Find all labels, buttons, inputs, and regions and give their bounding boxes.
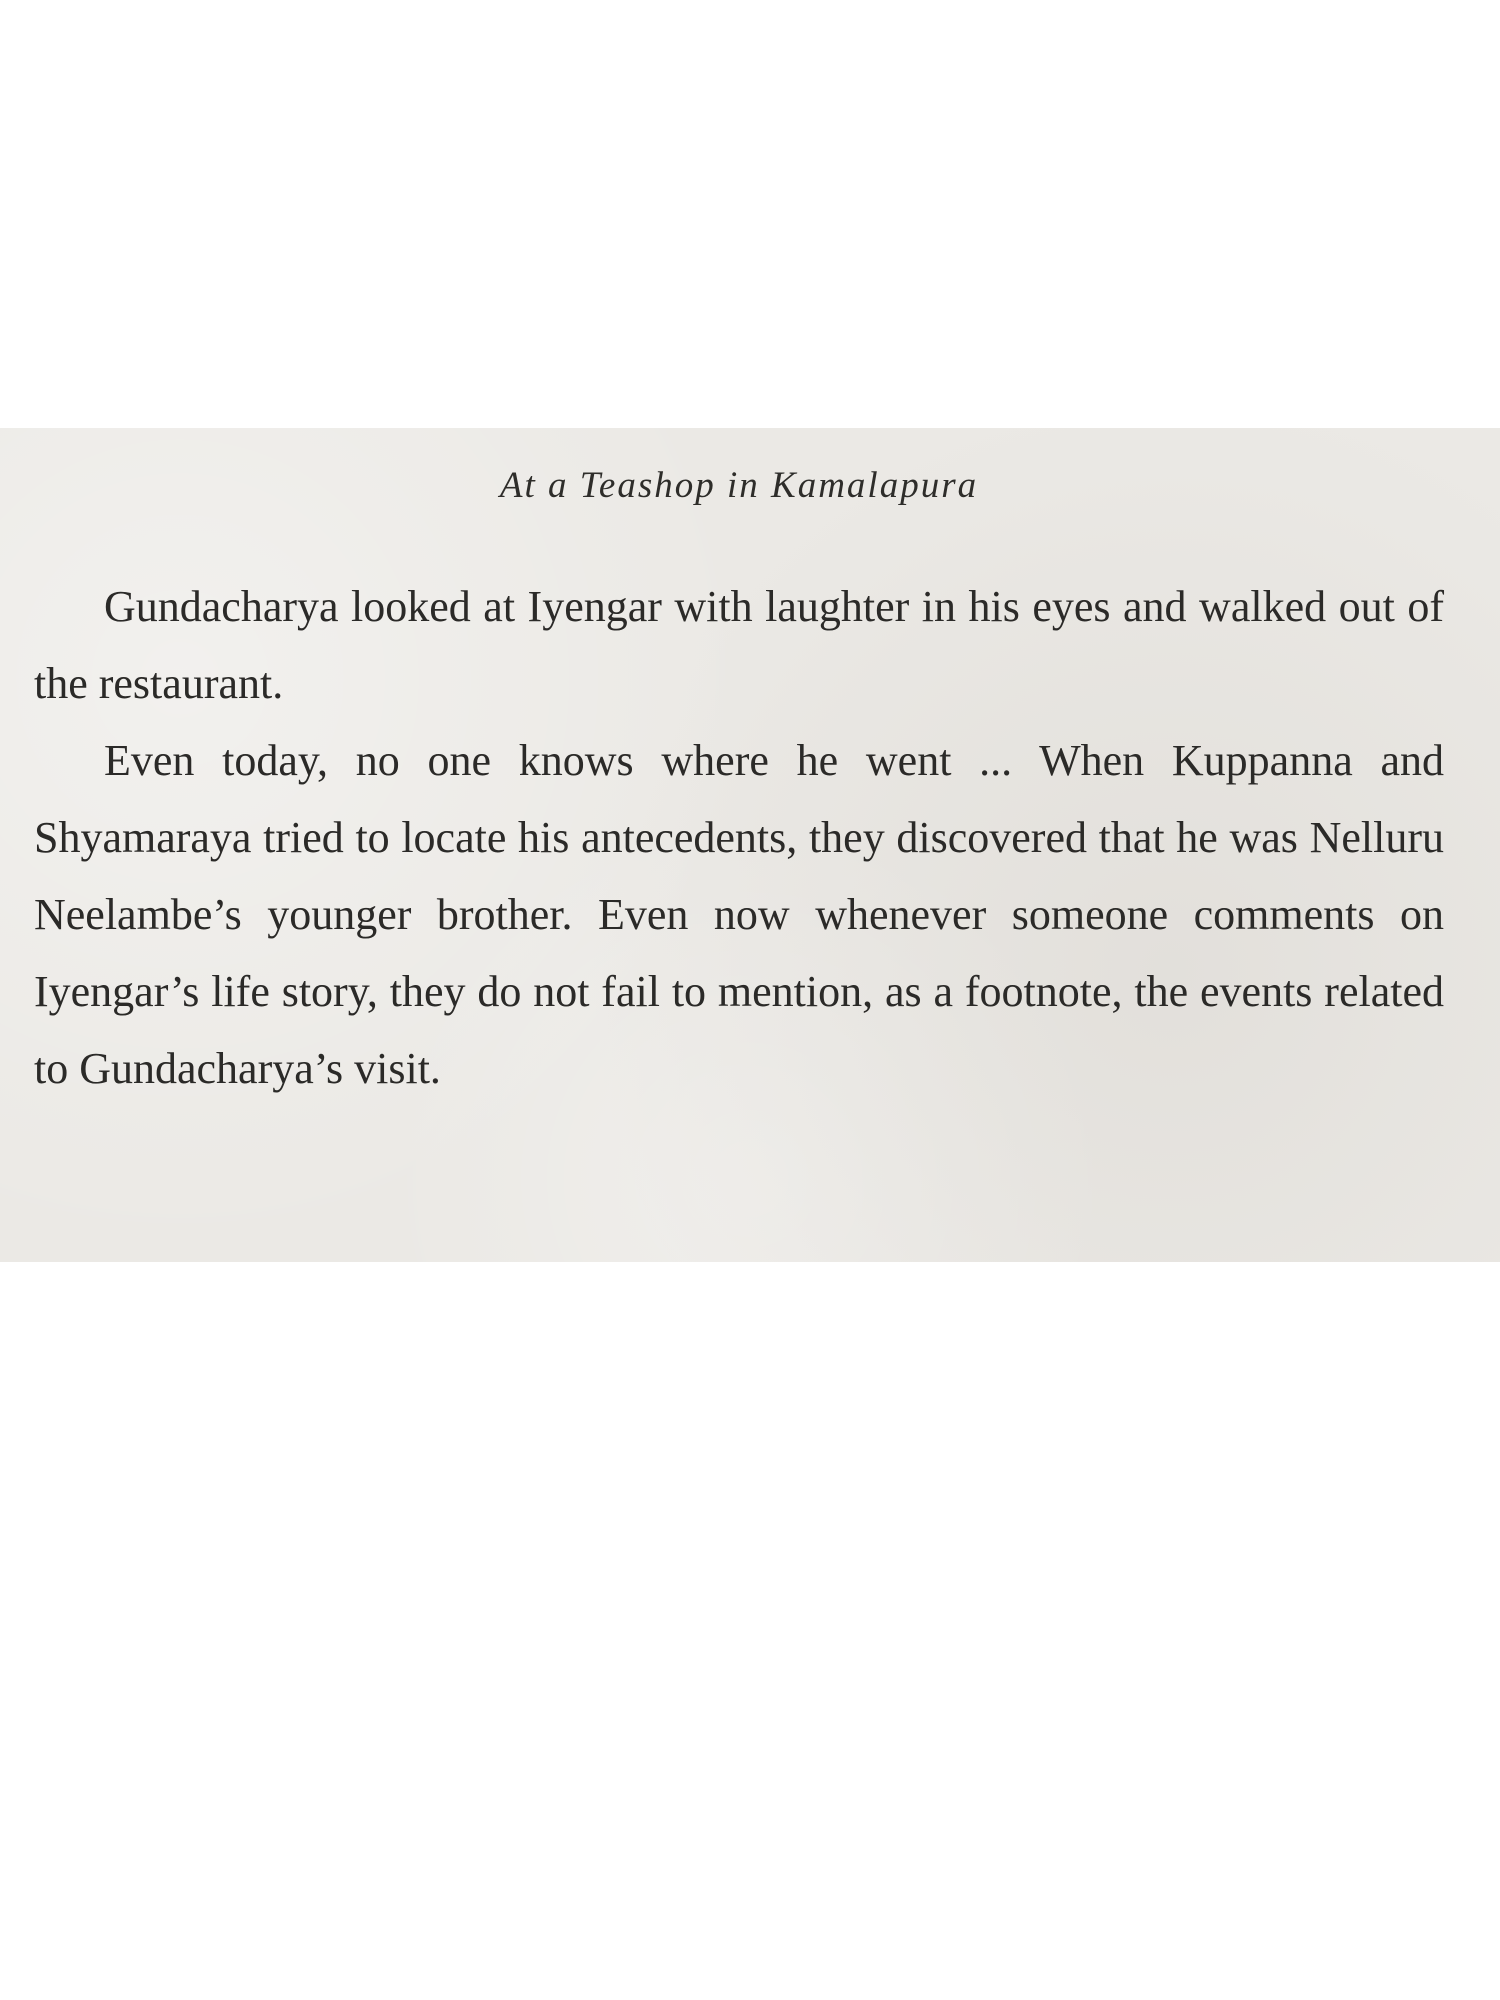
paragraph-2: Even today, no one knows where he went ... When Kuppanna and Shyamaraya tried to locate his antecedents, they discovered that he was Nelluru Neelambe’s younger brother. Even now whenever someone comments on Iyengar’s life story, they do not fail to mention, as a footnote, the events related to Gundacharya’s visit.: [34, 736, 1444, 1094]
running-head: At a Teashop in Kamalapura: [499, 465, 979, 506]
book-page-scan: [0, 428, 1500, 1262]
paragraph-1: Gundacharya looked at Iyengar with laughter in his eyes and walked out of the restaurant.: [34, 582, 1444, 709]
